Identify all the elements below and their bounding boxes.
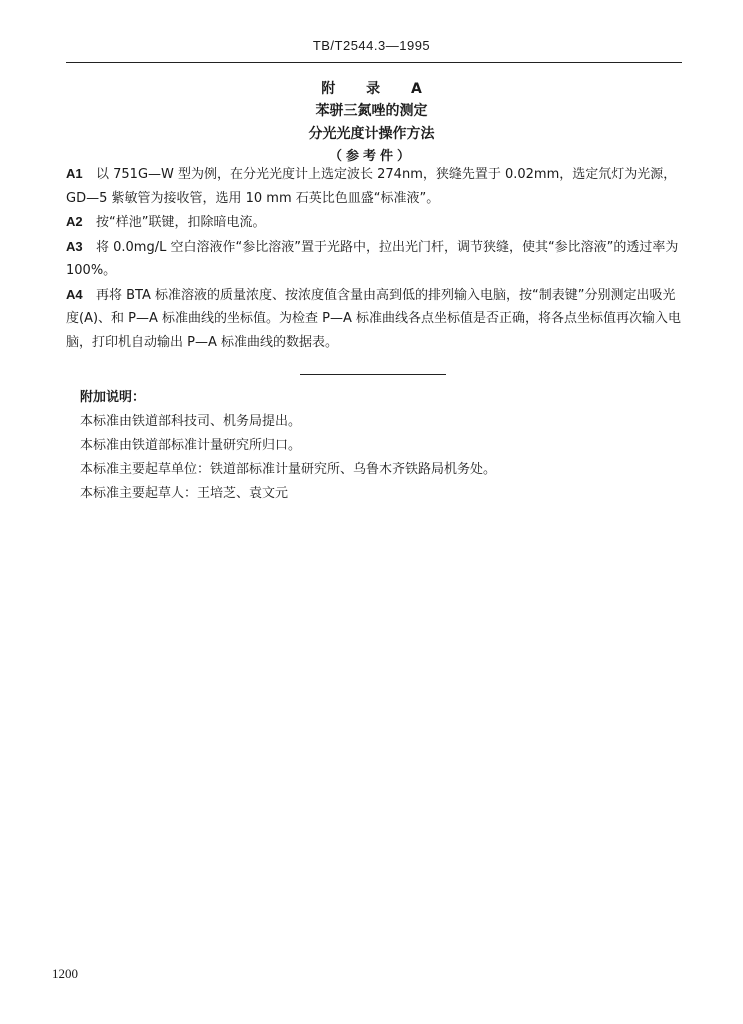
procedure-item-a4 <box>66 283 682 355</box>
item-number: A3 <box>66 238 83 254</box>
notes-line: 本标准由铁道部科技司、机务局提出。 <box>80 414 302 429</box>
item-text: 再将 BTA 标准溶液的质量浓度、按浓度值含量由高到低的排列输入电脑，按“制表键”分别测定出吸光度(A)、和 P—A 标准曲线的坐标值。为检查 P—A 标准曲线各点坐标值是否正确，将各点坐标值再次输入电脑，打印机自动输出 P—A 标准曲线的数据表。 <box>66 287 682 350</box>
document-title-line-1: 苯骈三氮唑的测定 <box>315 103 428 119</box>
page-number: 1200 <box>52 966 78 981</box>
procedure-body <box>66 162 682 354</box>
page-header-standard-code: TB/T2544.3—1995 <box>312 38 431 53</box>
notes-line: 本标准主要起草单位：铁道部标准计量研究所、乌鲁木齐铁路局机务处。 <box>80 462 497 477</box>
appendix-title-block <box>0 78 743 168</box>
notes-line: 本标准由铁道部标准计量研究所归口。 <box>80 438 302 453</box>
item-number: A4 <box>66 286 83 302</box>
notes-heading: 附加说明： <box>80 390 146 405</box>
additional-notes <box>80 386 680 506</box>
appendix-label: 附 录 A <box>321 81 422 97</box>
item-number: A1 <box>66 166 83 181</box>
notes-line: 本标准主要起草人：王培芝、袁文元 <box>80 486 289 501</box>
document-subtitle-reference: （参考件） <box>328 149 414 164</box>
item-text: 以 751G—W 型为例，在分光光度计上选定波长 274nm，狭缝先置于 0.02mm，选定氘灯为光源，GD—5 紫敏管为接收管，选用 10 mm 石英比色皿盛“标准液”。 <box>66 167 677 206</box>
item-number: A2 <box>66 214 83 229</box>
header-divider <box>66 62 682 63</box>
item-text: 将 0.0mg/L 空白溶液作“参比溶液”置于光路中，拉出光门杆，调节狭缝，使其“参比溶液”的透过率为 100%。 <box>66 239 679 278</box>
item-text: 按“样池”联键，扣除暗电流。 <box>96 215 266 230</box>
procedure-item-a3 <box>66 235 682 283</box>
procedure-item-a1 <box>66 162 682 210</box>
procedure-item-a2 <box>66 210 682 235</box>
document-title-line-2: 分光光度计操作方法 <box>308 126 435 142</box>
section-separator <box>300 374 446 375</box>
